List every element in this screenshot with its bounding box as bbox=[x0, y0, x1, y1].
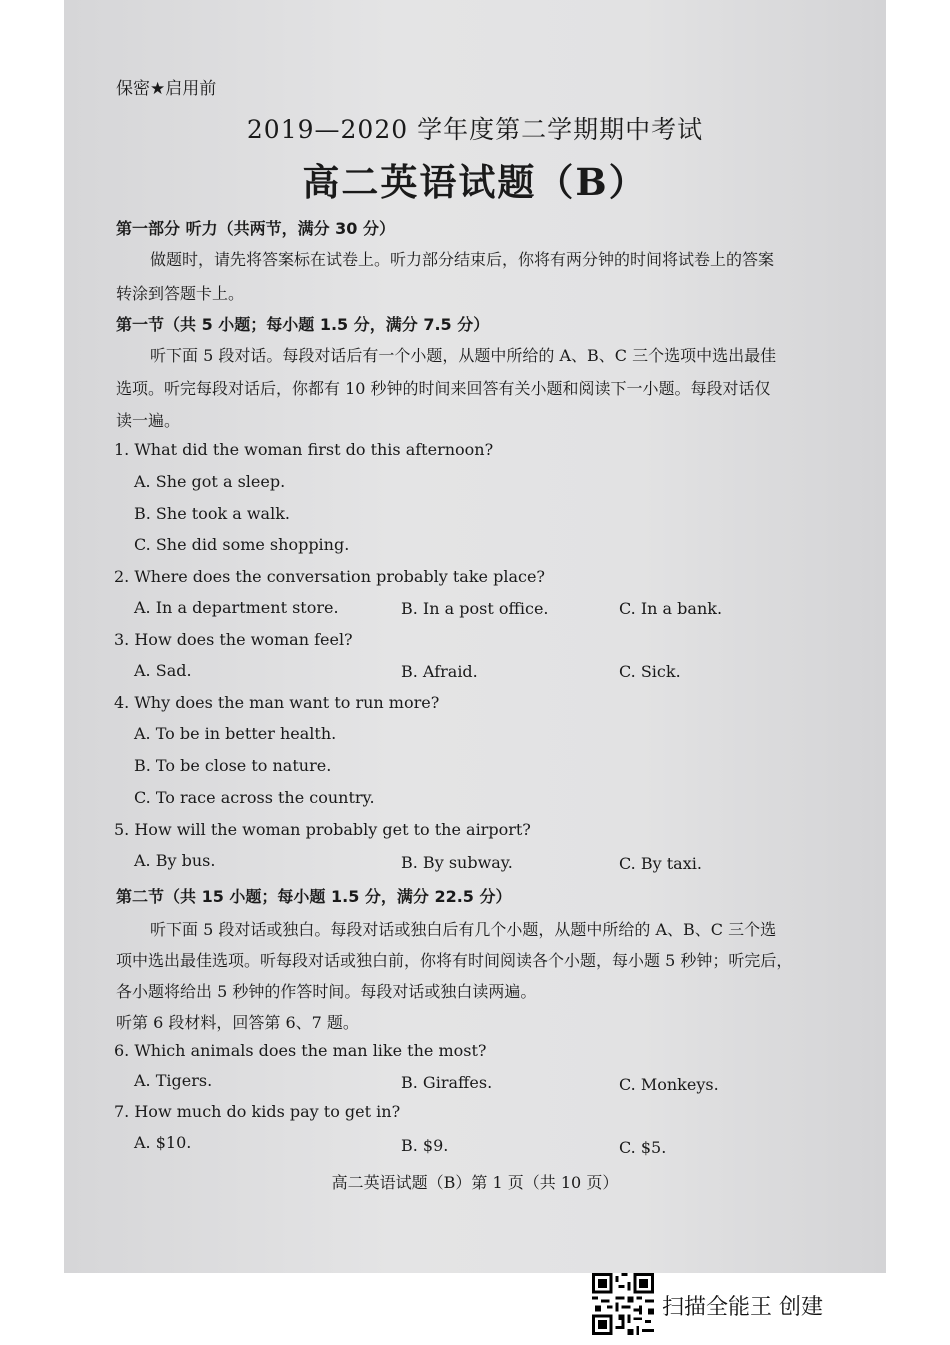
section2-intro-line: 各小题将给出 5 秒钟的作答时间。每段对话或独白读两遍。 bbox=[116, 982, 537, 1001]
section1-intro-line: 听下面 5 段对话。每段对话后有一个小题，从题中所给的 A、B、C 三个选项中选出最佳 bbox=[150, 346, 777, 365]
option-2a: A. In a department store. bbox=[134, 598, 339, 617]
page-title: 高二英语试题（B） bbox=[302, 160, 648, 204]
option-5b: B. By subway. bbox=[401, 853, 513, 872]
option-4b: B. To be close to nature. bbox=[134, 756, 332, 775]
option-2b: B. In a post office. bbox=[401, 599, 549, 618]
question-7: 7. How much do kids pay to get in? bbox=[114, 1102, 401, 1121]
option-6c: C. Monkeys. bbox=[619, 1075, 719, 1094]
option-5a: A. By bus. bbox=[134, 851, 216, 870]
option-7c: C. $5. bbox=[619, 1138, 667, 1157]
option-3a: A. Sad. bbox=[134, 661, 192, 680]
option-3c: C. Sick. bbox=[619, 662, 681, 681]
section2-heading: 第二节（共 15 小题；每小题 1.5 分，满分 22.5 分） bbox=[116, 887, 512, 906]
option-2c: C. In a bank. bbox=[619, 599, 723, 618]
exam-page bbox=[64, 0, 886, 1273]
exam-name: 2019—2020 学年度第二学期期中考试 bbox=[246, 115, 704, 144]
section1-intro-line: 读一遍。 bbox=[116, 411, 181, 430]
option-7a: A. $10. bbox=[134, 1133, 192, 1152]
section2-intro-line: 听下面 5 段对话或独白。每段对话或独白后有几个小题，从题中所给的 A、B、C 三个选 bbox=[150, 920, 777, 939]
question-3: 3. How does the woman feel? bbox=[114, 630, 353, 649]
question-1: 1. What did the woman first do this afternoon? bbox=[114, 440, 494, 459]
question-5: 5. How will the woman probably get to the airport? bbox=[114, 820, 531, 839]
question-6: 6. Which animals does the man like the most? bbox=[114, 1041, 487, 1060]
confidential-label: 保密★启用前 bbox=[116, 79, 217, 99]
option-3b: B. Afraid. bbox=[401, 662, 478, 681]
option-4c: C. To race across the country. bbox=[134, 788, 375, 807]
option-1b: B. She took a walk. bbox=[134, 504, 290, 523]
option-6b: B. Giraffes. bbox=[401, 1073, 493, 1092]
section2-intro-line: 项中选出最佳选项。听每段对话或独白前，你将有时间阅读各个小题，每小题 5 秒钟；听完后， bbox=[116, 951, 793, 970]
material-instruction: 听第 6 段材料，回答第 6、7 题。 bbox=[116, 1013, 359, 1032]
part1-heading: 第一部分 听力（共两节，满分 30 分） bbox=[116, 219, 395, 238]
option-1a: A. She got a sleep. bbox=[134, 472, 286, 491]
option-7b: B. $9. bbox=[401, 1136, 449, 1155]
part1-intro-line: 转涂到答题卡上。 bbox=[116, 284, 245, 303]
section1-intro-line: 选项。听完每段对话后，你都有 10 秒钟的时间来回答有关小题和阅读下一小题。每段对话仅 bbox=[116, 379, 771, 398]
part1-intro-line: 做题时，请先将答案标在试卷上。听力部分结束后，你将有两分钟的时间将试卷上的答案 bbox=[150, 250, 775, 269]
option-5c: C. By taxi. bbox=[619, 854, 702, 873]
option-6a: A. Tigers. bbox=[134, 1071, 213, 1090]
section1-heading: 第一节（共 5 小题；每小题 1.5 分，满分 7.5 分） bbox=[116, 315, 490, 334]
watermark-brand: 扫描全能王 创建 bbox=[662, 1295, 823, 1320]
option-4a: A. To be in better health. bbox=[134, 724, 337, 743]
question-2: 2. Where does the conversation probably take place? bbox=[114, 567, 545, 586]
option-1c: C. She did some shopping. bbox=[134, 535, 350, 554]
question-4: 4. Why does the man want to run more? bbox=[114, 693, 440, 712]
page-footer: 高二英语试题（B）第 1 页（共 10 页） bbox=[331, 1173, 619, 1192]
qr-code-icon bbox=[592, 1273, 654, 1335]
